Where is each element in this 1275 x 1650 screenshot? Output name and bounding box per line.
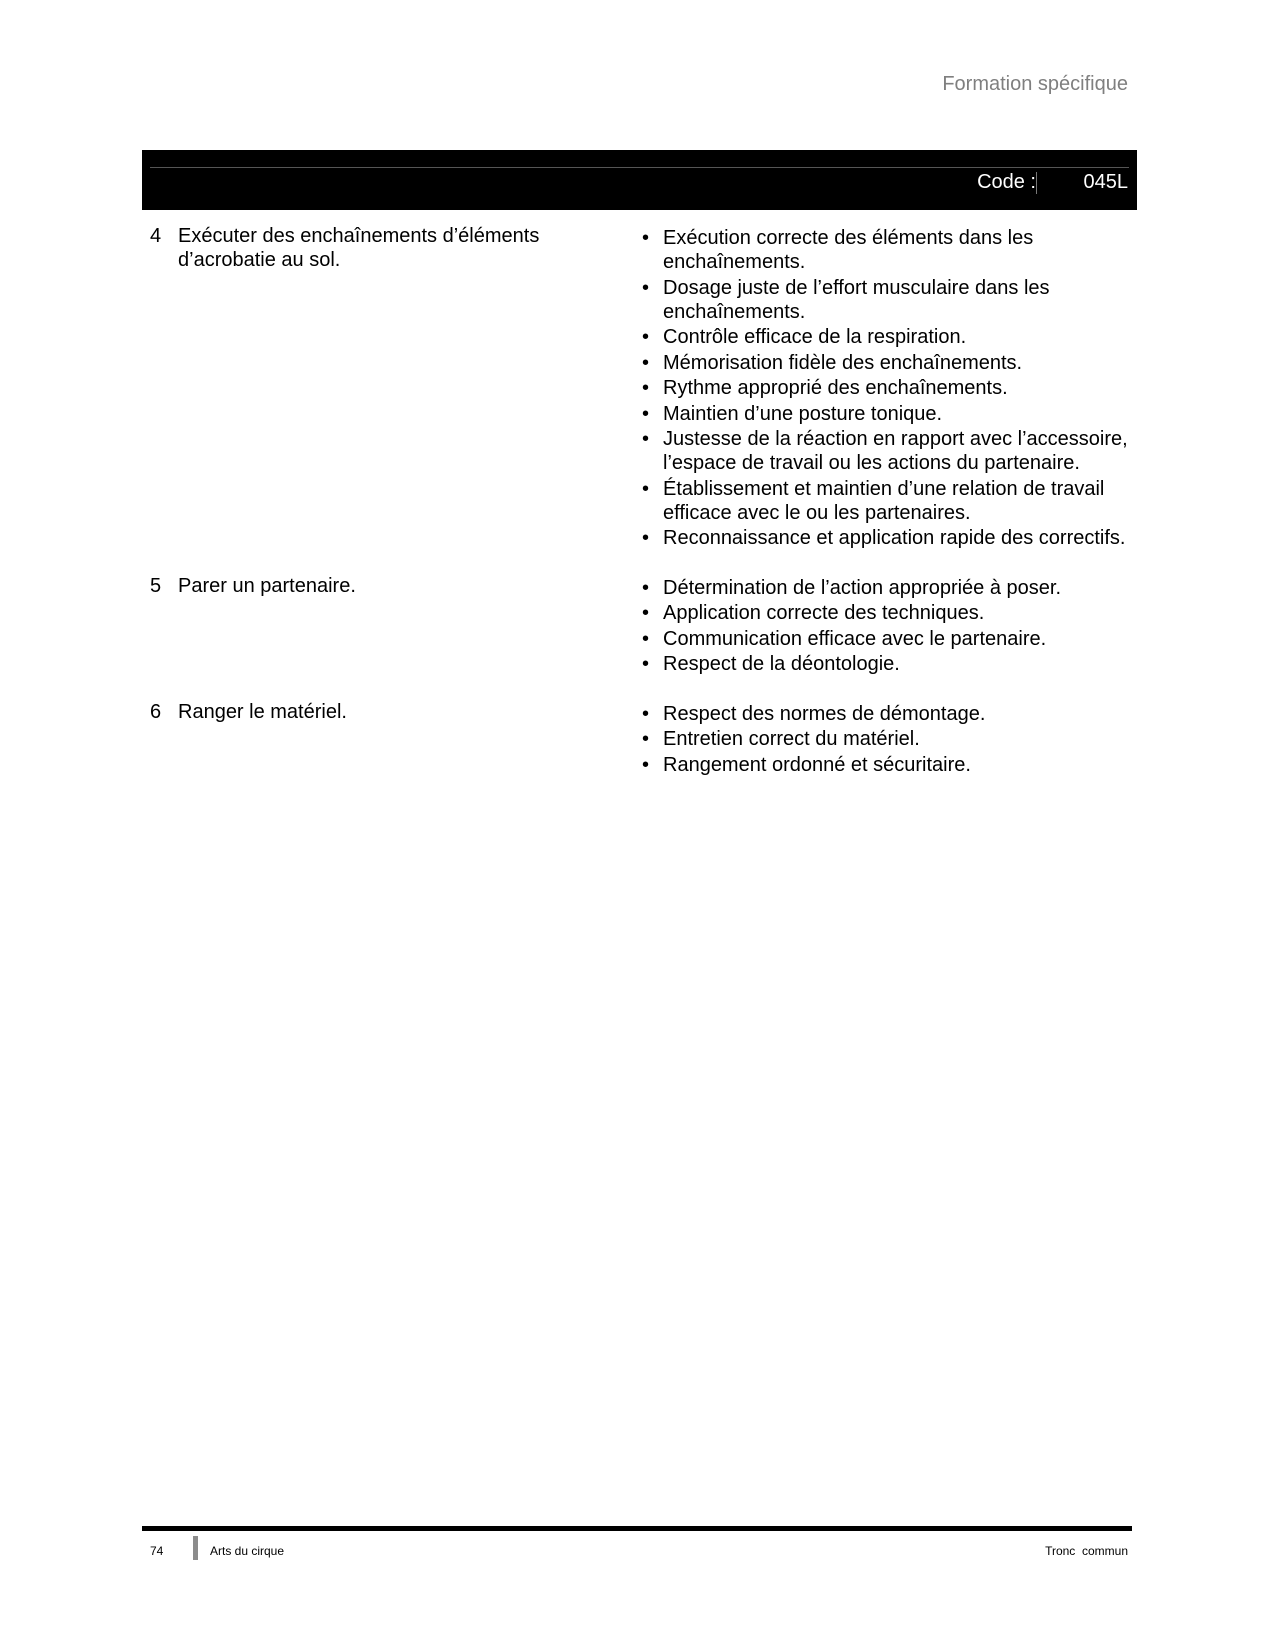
criteria-list — [640, 226, 1130, 552]
footer-separator — [193, 1536, 198, 1560]
bullet-icon: • — [642, 351, 650, 374]
criteria-item: • Rangement ordonné et sécuritaire. — [642, 753, 971, 776]
code-label: Code : — [977, 171, 1036, 193]
bullet-icon: • — [642, 602, 650, 624]
criteria-row-5 — [150, 574, 1130, 678]
criteria-item: • Exécution correcte des éléments dans les enchaînements. — [642, 227, 1034, 273]
footer-section-name: Tronc commun — [1045, 1544, 1128, 1558]
criteria-list — [640, 576, 1130, 678]
code-value: 045L — [1083, 171, 1128, 193]
criteria-item: • Application correcte des techniques. — [642, 602, 985, 624]
bullet-icon: • — [642, 627, 650, 650]
criteria-item: • Contrôle efficace de la respiration. — [642, 326, 967, 348]
criteria-row-6 — [150, 700, 1130, 779]
criteria-item: • Détermination de l’action appropriée à poser. — [642, 576, 1062, 599]
criteria-item: • Entretien correct du matériel. — [642, 728, 920, 750]
step-cell — [150, 574, 640, 678]
criteria-table — [150, 224, 1130, 800]
step-cell — [150, 700, 640, 779]
step-text: Parer un partenaire. — [178, 574, 356, 597]
criteria-item: • Reconnaissance et application rapide des correctifs. — [642, 527, 1126, 549]
code-divider — [1036, 172, 1037, 194]
footer-rule — [142, 1526, 1132, 1531]
footer-page-number: 74 — [150, 1544, 164, 1558]
bullet-icon: • — [642, 527, 650, 549]
bullet-icon: • — [642, 653, 650, 675]
code-bar-rule — [150, 167, 1129, 168]
criteria-item: • Mémorisation fidèle des enchaînements. — [642, 351, 1023, 374]
step-number: 4 — [150, 225, 162, 247]
criteria-item: • Établissement et maintien d’une relation de travail efficace avec le ou les partenaires. — [642, 477, 1105, 524]
criteria-item: • Rythme approprié des enchaînements. — [642, 377, 1008, 399]
step-cell — [150, 224, 640, 552]
bullet-icon: • — [642, 326, 650, 348]
criteria-item: • Dosage juste de l’effort musculaire dans les enchaînements. — [642, 276, 1050, 323]
step-number: 5 — [150, 574, 162, 597]
bullet-icon: • — [642, 728, 650, 750]
criteria-row-4 — [150, 224, 1130, 552]
page-header-title: Formation spécifique — [942, 73, 1128, 95]
bullet-icon: • — [642, 753, 650, 776]
bullet-icon: • — [642, 402, 650, 425]
code-bar — [142, 150, 1137, 210]
criteria-item: • Respect de la déontologie. — [642, 653, 900, 675]
criteria-item: • Justesse de la réaction en rapport avec l’accessoire, l’espace de travail ou les actions du partenaire. — [642, 428, 1128, 474]
step-text: Ranger le matériel. — [178, 700, 347, 723]
bullet-icon: • — [642, 477, 650, 500]
step-number: 6 — [150, 700, 162, 723]
step-text: Exécuter des enchaînements d’éléments d’acrobatie au sol. — [178, 225, 540, 271]
bullet-icon: • — [642, 377, 650, 399]
bullet-icon: • — [642, 227, 650, 249]
bullet-icon: • — [642, 428, 650, 450]
footer-program-name: Arts du cirque — [210, 1544, 285, 1558]
bullet-icon: • — [642, 702, 650, 725]
bullet-icon: • — [642, 576, 650, 599]
criteria-item: • Respect des normes de démontage. — [642, 702, 986, 725]
criteria-item: • Communication efficace avec le partenaire. — [642, 627, 1047, 650]
criteria-item: • Maintien d’une posture tonique. — [642, 402, 943, 425]
bullet-icon: • — [642, 276, 650, 299]
criteria-list — [640, 702, 1130, 779]
